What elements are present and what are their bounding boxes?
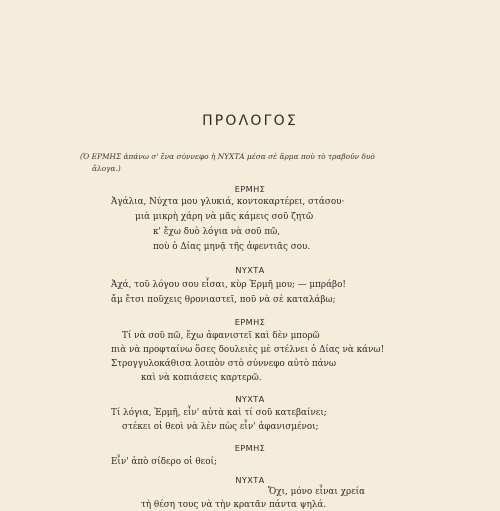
verse-line: στέκει οἱ θεοὶ νὰ λὲν πὼς εἶν' ἀφανισμένοι; xyxy=(122,422,319,432)
verse-line: Τί λόγια, Ἑρμῆ, εἶν' αὐτὰ καὶ τί σοῦ κατεβαίνει; xyxy=(111,408,327,418)
verse-line: κ' ἔχω δυὸ λόγια νὰ σοῦ πῶ, xyxy=(153,227,281,237)
speaker-label: ΝΥΧΤΑ xyxy=(235,475,265,485)
verse-line: Ὄχι, μόνο εἶναι χρεία xyxy=(268,487,366,497)
speaker-label: ΕΡΜΗΣ xyxy=(234,443,266,453)
speaker-label: ΕΡΜΗΣ xyxy=(234,317,266,327)
page-title: ΠΡΟΛΟΓΟΣ xyxy=(202,113,298,129)
speaker-label: ΕΡΜΗΣ xyxy=(234,184,266,194)
verse-line: Στρογγυλοκάθισα λοιπὸν στὸ σύννεφο αὐτὸ πάνω xyxy=(111,359,337,369)
verse-line: Τί νὰ σοῦ πῶ, ἔχω ἀφανιστεῖ καὶ δὲν μπορῶ xyxy=(122,331,320,341)
verse-line: ποὺ ὁ Δίας μηνᾷ τῆς ἀφεντιᾶς σου. xyxy=(153,242,311,252)
verse-line: Ἀχά, τοῦ λόγου σου εἶσαι, κὺρ Ἑρμῆ μου; — μπράβο! xyxy=(111,280,346,290)
verse-line: μιὰ μικρὴ χάρη νὰ μᾶς κάμεις σοῦ ζητῶ xyxy=(135,212,314,222)
verse-line: πιὰ νὰ προφταίνω ὅσες δουλειὲς μὲ στέλνει ὁ Δίας νὰ κάνω! xyxy=(111,345,385,355)
verse-line: καὶ νὰ κοπιάσεις καρτερῶ. xyxy=(141,373,262,383)
verse-line: Ἀγάλια, Νύχτα μου γλυκιά, κοντοκαρτέρει, στάσου· xyxy=(111,197,345,207)
verse-line: Εἶν' ἀπὸ σίδερο οἱ θεοί; xyxy=(111,457,217,467)
verse-line: ἄμ ἔτσι ποῦχεις θρονιαστεῖ, ποῦ νὰ σὲ καταλάβω; xyxy=(111,295,336,305)
stage-direction-line-2: ἄλογα.) xyxy=(92,164,121,173)
speaker-label: ΝΥΧΤΑ xyxy=(235,265,265,275)
speaker-label: ΝΥΧΤΑ xyxy=(235,394,265,404)
stage-direction-line-1: (Ὁ ΕΡΜΗΣ ἀπάνω σ' ἕνα σύννεφο ἡ ΝΥΧΤΑ μέσα σὲ ἅρμα ποὺ τὸ τραβοῦν δυὸ xyxy=(80,152,375,161)
verse-line: τὴ θέση τους νὰ τὴν κρατᾶν πάντα ψηλά. xyxy=(141,500,327,510)
